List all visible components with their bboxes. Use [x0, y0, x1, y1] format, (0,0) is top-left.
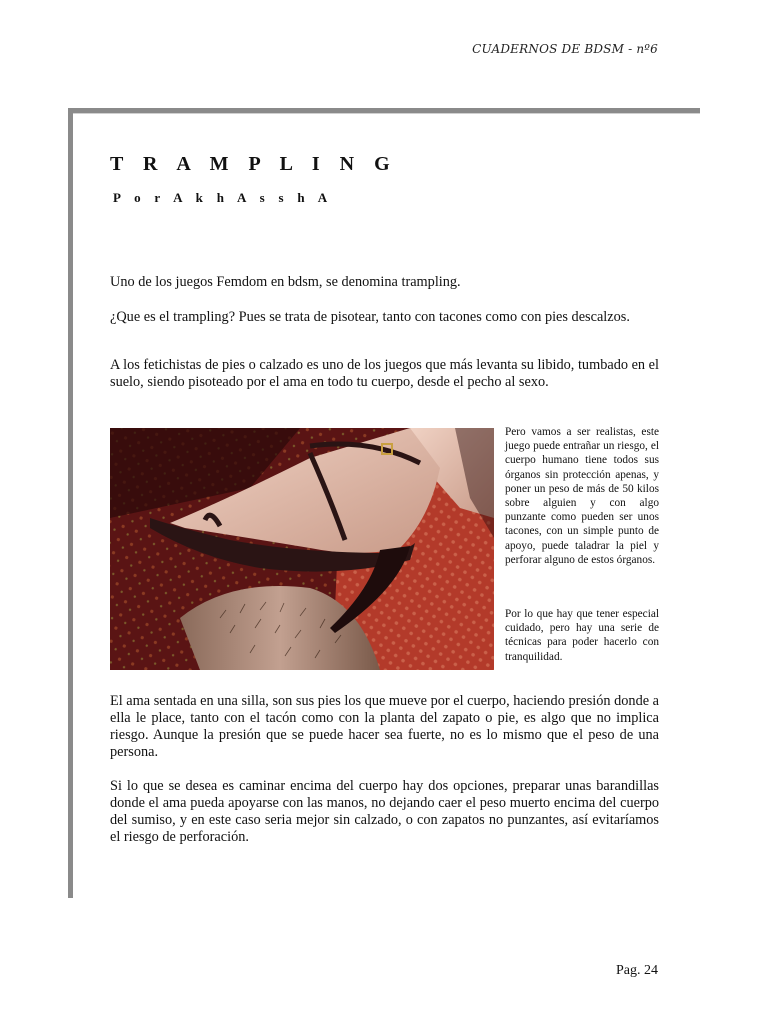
running-header: CUADERNOS DE BDSM - nº6 [472, 42, 658, 56]
paragraph-seated: El ama sentada en una silla, son sus pies los que mueve por el cuerpo, haciendo presión donde a ella le place, tanto con el tacón como con la planta del zapato o pie, es algo que no implica riesgo. Aunque la presión que se puede hacer sea fuerte, no es lo mismo que el peso de una persona. [110, 693, 659, 760]
sidebar-paragraph-care: Por lo que hay que tener especial cuidado, pero hay una serie de técnicas para poder hacerlo con tranquilidad. [505, 608, 659, 663]
page-frame-top-highlight [73, 113, 700, 114]
paragraph-fetishists: A los fetichistas de pies o calzado es uno de los juegos que más levanta su libido, tumbado en el suelo, siendo pisoteado por el ama en todo tu cuerpo, desde el pecho al sexo. [110, 357, 659, 390]
paragraph-definition: ¿Que es el trampling? Pues se trata de pisotear, tanto con tacones como con pies descalzos. [110, 309, 630, 325]
sidebar-paragraph-risk: Pero vamos a ser realistas, este juego puede entrañar un riesgo, el cuerpo humano tiene todos sus órganos sin protección apenas, y poner un peso de más de 50 kilos sobre alguien y con algo punzante como pueden ser unos tacones, con un simple punto de apoyo, puede taladrar la piel y perforar alguno de estos órganos. [505, 426, 659, 566]
paragraph-intro: Uno de los juegos Femdom en bdsm, se denomina trampling. [110, 274, 461, 290]
article-title: T R A M P L I N G [110, 153, 398, 175]
article-author: P o r A k h A s s h A [113, 190, 333, 205]
page-frame-left-border [68, 108, 73, 898]
photo-illustration [110, 428, 494, 670]
paragraph-walking: Si lo que se desea es caminar encima del cuerpo hay dos opciones, preparar unas barandillas donde el ama pueda apoyarse con las manos, no dejando caer el peso muerto encima del cuerpo del sumiso, y en este caso seria mejor sin calzado, o con zapatos no punzantes, así evitaríamos el riesgo de perforación. [110, 778, 659, 845]
page-number: Pag. 24 [616, 963, 658, 978]
article-photo-high-heel [110, 428, 494, 670]
